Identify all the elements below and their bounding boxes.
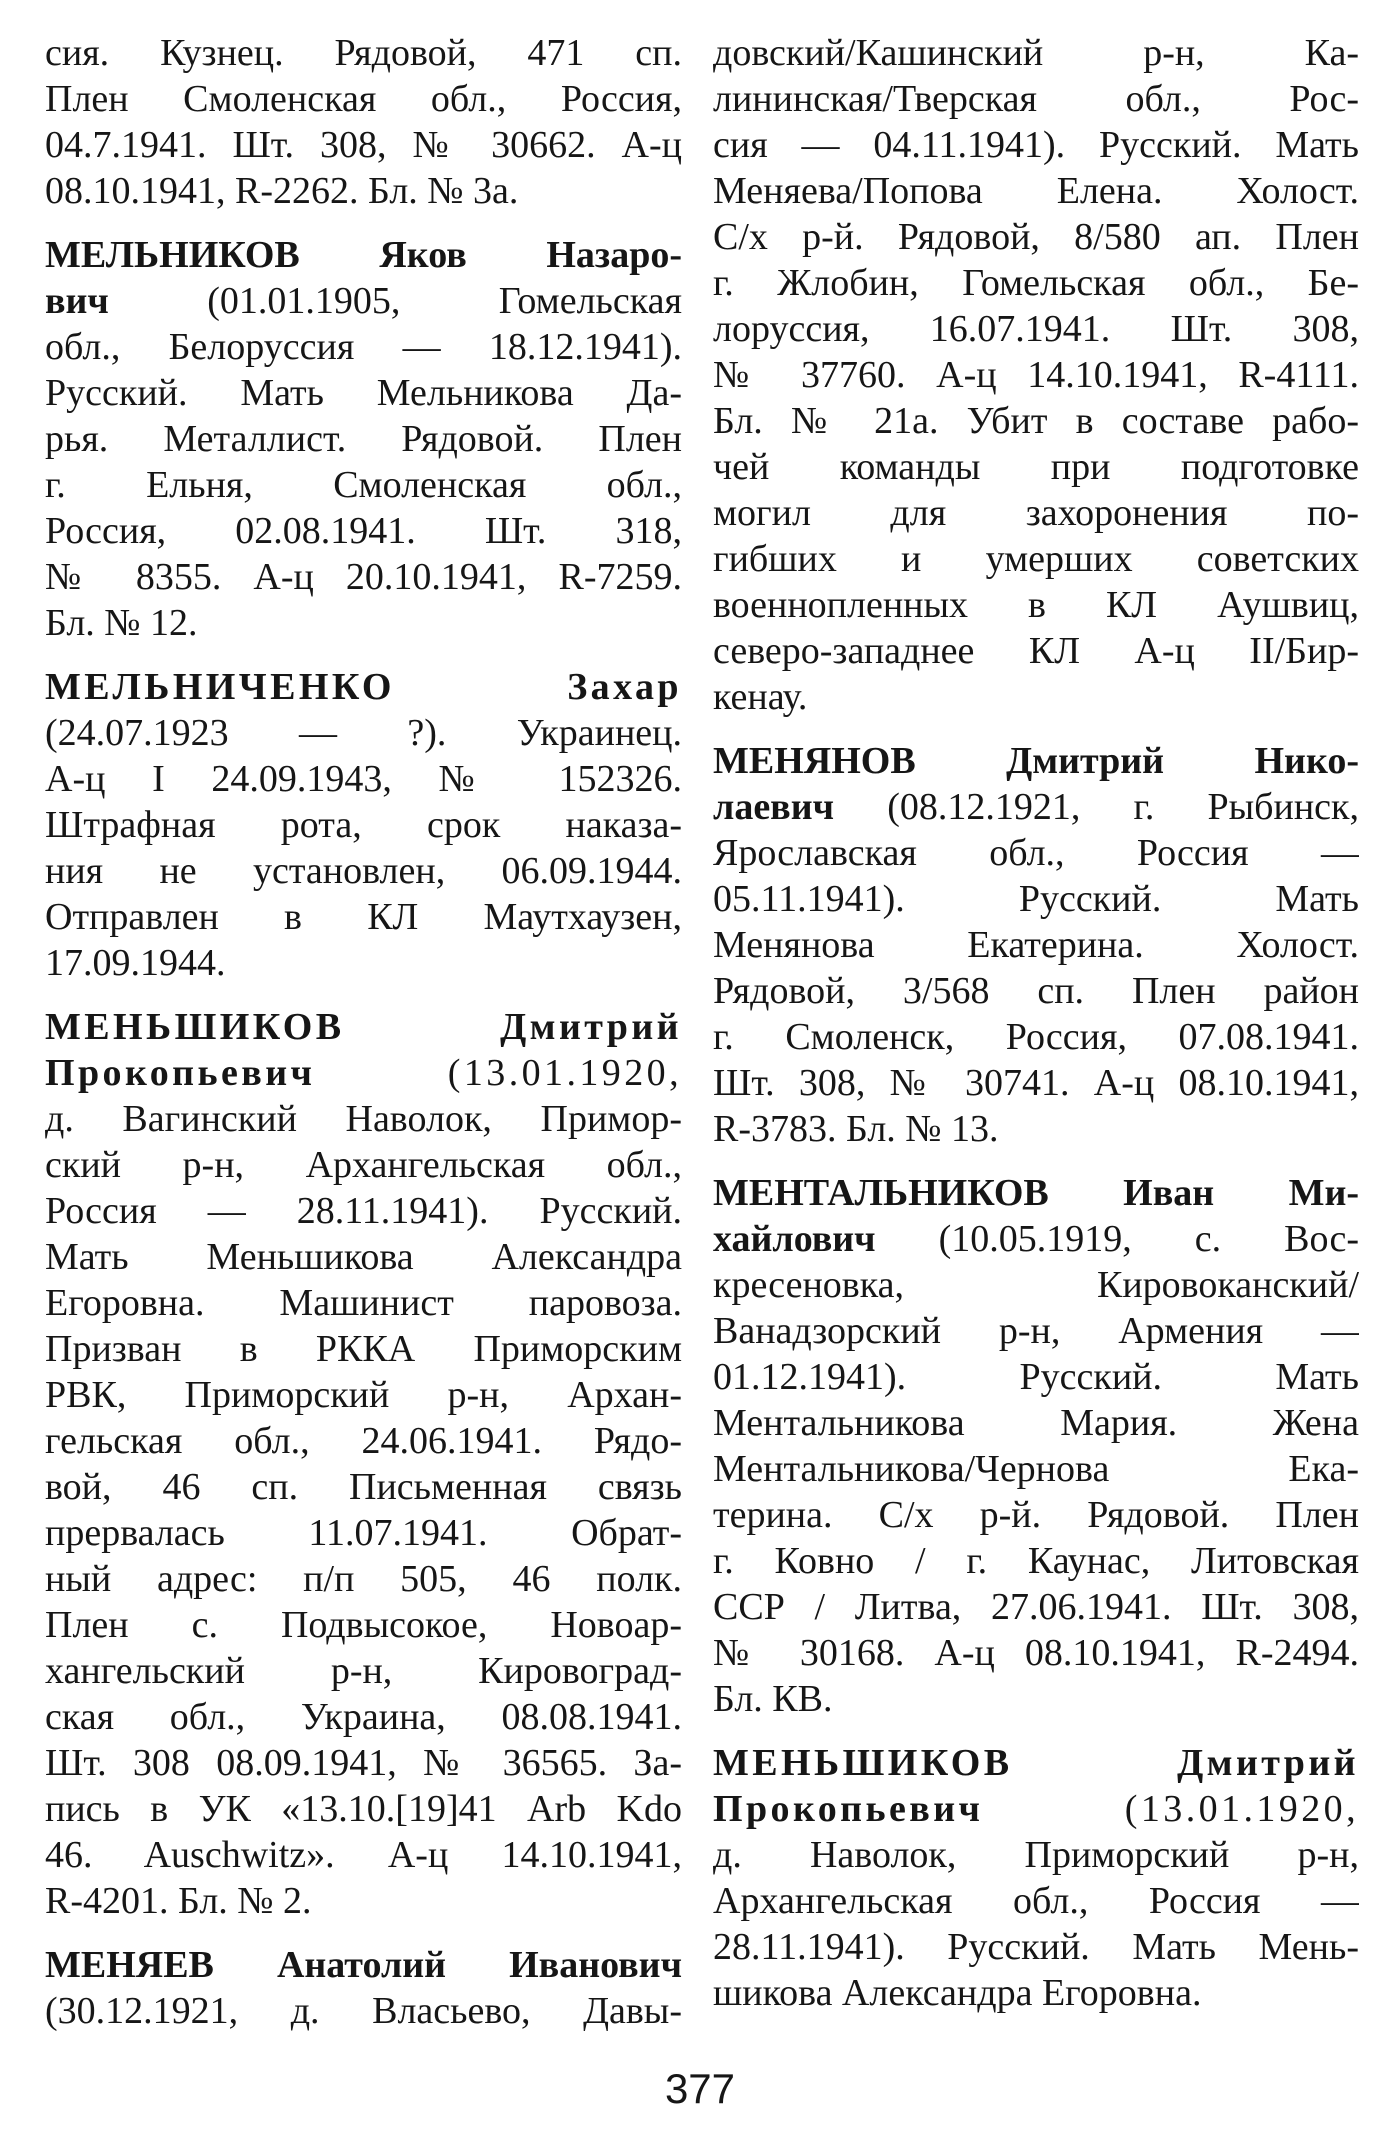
- text-columns: [45, 30, 1359, 2034]
- line-text: Ванадзорский р-н, Армения —: [713, 1310, 1359, 1352]
- text-line: [45, 1050, 682, 1096]
- line-text: г. Ковно / г. Каунас, Литовская: [713, 1540, 1359, 1582]
- line-text: г. Жлобин, Гомельская обл., Бе-: [713, 262, 1359, 304]
- line-text: сия — 04.11.1941). Русский. Мать: [713, 124, 1359, 166]
- text-line: [45, 664, 682, 710]
- text-line: [45, 122, 682, 168]
- text-line: [45, 232, 682, 278]
- text-line: [713, 214, 1359, 260]
- line-text: Россия — 28.11.1941). Русский.: [45, 1190, 682, 1232]
- text-line: [713, 1216, 1359, 1262]
- entry-name-bold: МЕНЯЕВ Анатолий Иванович: [45, 1944, 682, 1986]
- text-line: [713, 830, 1359, 876]
- text-line: [713, 876, 1359, 922]
- text-line: [45, 370, 682, 416]
- text-line: [45, 554, 682, 600]
- line-text: 28.11.1941). Русский. Мать Мень-: [713, 1926, 1359, 1968]
- line-text: Бл. КВ.: [713, 1678, 833, 1720]
- line-text: ный адрес: п/п 505, 46 полк.: [45, 1558, 682, 1600]
- text-line: [713, 444, 1359, 490]
- text-line: [45, 1602, 682, 1648]
- page-number: 377: [664, 2065, 736, 2112]
- text-line: [45, 710, 682, 756]
- line-text: 04.7.1941. Шт. 308, № 30662. А-ц: [45, 124, 682, 166]
- text-line: [713, 674, 1359, 720]
- text-line: [713, 306, 1359, 352]
- line-text: довский/Кашинский р-н, Ка-: [713, 32, 1359, 74]
- text-line: [713, 352, 1359, 398]
- entry-name-bold: вич: [45, 280, 109, 322]
- line-text: Ментальникова Мария. Жена: [713, 1402, 1359, 1444]
- line-text: Архангельская обл., Россия —: [713, 1880, 1359, 1922]
- line-text: сия. Кузнец. Рядовой, 471 сп.: [45, 32, 682, 74]
- line-text: северо-западнее КЛ А-ц II/Бир-: [713, 630, 1359, 672]
- line-text: лоруссия, 16.07.1941. Шт. 308,: [713, 308, 1359, 350]
- text-line: [713, 1170, 1359, 1216]
- line-text: Призван в РККА Приморским: [45, 1328, 682, 1370]
- text-line: [713, 1970, 1359, 2016]
- text-line: [713, 1014, 1359, 1060]
- text-line: [45, 1832, 682, 1878]
- line-text: 17.09.1944.: [45, 942, 226, 984]
- line-text: военнопленных в КЛ Аушвиц,: [713, 584, 1359, 626]
- text-line: [713, 1060, 1359, 1106]
- line-text: 05.11.1941). Русский. Мать: [713, 878, 1359, 920]
- line-text: Плен Смоленская обл., Россия,: [45, 78, 682, 120]
- text-line: [713, 1878, 1359, 1924]
- line-text: обл., Белоруссия — 18.12.1941).: [45, 326, 682, 368]
- line-text: (08.12.1921, г. Рыбинск,: [834, 786, 1359, 828]
- line-text: пись в УК «13.10.[19]41 Arb Kdo: [45, 1788, 682, 1830]
- text-line: [713, 490, 1359, 536]
- text-line: [45, 1740, 682, 1786]
- right-column: [713, 30, 1359, 2034]
- line-text: R-3783. Бл. № 13.: [713, 1108, 999, 1150]
- line-text: 46. Auschwitz». А-ц 14.10.1941,: [45, 1834, 682, 1876]
- entry-name-bold: МЕЛЬНИКОВ Яков Назаро-: [45, 234, 682, 276]
- text-line: [45, 278, 682, 324]
- line-text: д. Наволок, Приморский р-н,: [713, 1834, 1359, 1876]
- text-line: [45, 168, 682, 214]
- text-line: [713, 738, 1359, 784]
- text-line: [713, 536, 1359, 582]
- line-text: Плен с. Подвысокое, Новоар-: [45, 1604, 682, 1646]
- text-line: [45, 1372, 682, 1418]
- line-text: Мать Меньшикова Александра: [45, 1236, 682, 1278]
- text-line: [713, 168, 1359, 214]
- text-line: [45, 1188, 682, 1234]
- line-text: Меняева/Попова Елена. Холост.: [713, 170, 1359, 212]
- text-line: [45, 1004, 682, 1050]
- text-line: [45, 1280, 682, 1326]
- text-line: [45, 1556, 682, 1602]
- line-text: Егоровна. Машинист паровоза.: [45, 1282, 682, 1324]
- text-line: [713, 1400, 1359, 1446]
- text-line: [45, 76, 682, 122]
- line-text: Россия, 02.08.1941. Шт. 318,: [45, 510, 682, 552]
- line-text: ский р-н, Архангельская обл.,: [45, 1144, 682, 1186]
- text-line: [713, 1446, 1359, 1492]
- line-text: г. Ельня, Смоленская обл.,: [45, 464, 682, 506]
- text-line: [45, 894, 682, 940]
- text-line: [713, 1676, 1359, 1722]
- text-line: [45, 1234, 682, 1280]
- text-line: [713, 1106, 1359, 1152]
- line-text: Шт. 308, № 30741. А-ц 08.10.1941,: [713, 1062, 1359, 1104]
- text-line: [713, 1492, 1359, 1538]
- text-line: [45, 1942, 682, 1988]
- text-line: [45, 30, 682, 76]
- text-line: [713, 1354, 1359, 1400]
- text-line: [45, 1096, 682, 1142]
- text-line: [713, 1584, 1359, 1630]
- text-line: [713, 1832, 1359, 1878]
- line-text: могил для захоронения по-: [713, 492, 1359, 534]
- text-line: [45, 1510, 682, 1556]
- line-text: № 37760. А-ц 14.10.1941, R-4111.: [713, 354, 1359, 396]
- line-text: (30.12.1921, д. Власьево, Давы-: [45, 1990, 682, 2032]
- text-line: [45, 1142, 682, 1188]
- entry-name-bold: Прокопьевич: [713, 1788, 984, 1830]
- text-line: [713, 76, 1359, 122]
- entry-name-bold: МЕНЯНОВ Дмитрий Нико-: [713, 740, 1359, 782]
- line-text: РВК, Приморский р-н, Архан-: [45, 1374, 682, 1416]
- text-line: [713, 1740, 1359, 1786]
- entry-name-bold: МЕНТАЛЬНИКОВ Иван Ми-: [713, 1172, 1359, 1214]
- line-text: С/х р-й. Рядовой, 8/580 ап. Плен: [713, 216, 1359, 258]
- text-line: [713, 1924, 1359, 1970]
- line-text: Ярославская обл., Россия —: [713, 832, 1359, 874]
- line-text: кресеновка, Кировоканский/: [713, 1264, 1359, 1306]
- text-line: [45, 1418, 682, 1464]
- left-column: [45, 30, 682, 2034]
- text-line: [45, 756, 682, 802]
- line-text: Бл. № 12.: [45, 602, 198, 644]
- line-text: ская обл., Украина, 08.08.1941.: [45, 1696, 682, 1738]
- line-text: (24.07.1923 — ?). Украинец.: [45, 712, 682, 754]
- text-line: [713, 582, 1359, 628]
- text-line: [45, 508, 682, 554]
- line-text: ния не установлен, 06.09.1944.: [45, 850, 682, 892]
- text-line: [713, 1262, 1359, 1308]
- line-text: 01.12.1941). Русский. Мать: [713, 1356, 1359, 1398]
- line-text: кенау.: [713, 676, 808, 718]
- line-text: № 8355. А-ц 20.10.1941, R-7259.: [45, 556, 682, 598]
- line-text: терина. С/х р-й. Рядовой. Плен: [713, 1494, 1359, 1536]
- text-line: [45, 416, 682, 462]
- line-text: Бл. № 21а. Убит в составе рабо-: [713, 400, 1359, 442]
- line-text: (13.01.1920,: [315, 1052, 682, 1094]
- entry-name-bold: МЕНЬШИКОВ Дмитрий: [713, 1742, 1359, 1784]
- line-text: Отправлен в КЛ Маутхаузен,: [45, 896, 682, 938]
- text-line: [713, 1786, 1359, 1832]
- text-line: [45, 848, 682, 894]
- line-text: шикова Александра Егоровна.: [713, 1972, 1202, 2014]
- line-text: А-ц I 24.09.1943, № 152326.: [45, 758, 682, 800]
- line-text: Менянова Екатерина. Холост.: [713, 924, 1359, 966]
- line-text: г. Смоленск, Россия, 07.08.1941.: [713, 1016, 1359, 1058]
- line-text: лининская/Тверская обл., Рос-: [713, 78, 1359, 120]
- line-text: рья. Металлист. Рядовой. Плен: [45, 418, 682, 460]
- line-text: Русский. Мать Мельникова Да-: [45, 372, 682, 414]
- text-line: [713, 260, 1359, 306]
- text-line: [45, 940, 682, 986]
- text-line: [713, 1630, 1359, 1676]
- text-line: [713, 398, 1359, 444]
- text-line: [713, 122, 1359, 168]
- line-text: (01.01.1905, Гомельская: [108, 280, 682, 322]
- text-line: [45, 1464, 682, 1510]
- text-line: [713, 968, 1359, 1014]
- line-text: хангельский р-н, Кировоград-: [45, 1650, 682, 1692]
- entry-name-bold: лаевич: [713, 786, 835, 828]
- text-line: [45, 462, 682, 508]
- entry-name-bold: МЕЛЬНИЧЕНКО Захар: [45, 666, 682, 708]
- line-text: 08.10.1941, R-2262. Бл. № 3а.: [45, 170, 519, 212]
- text-line: [45, 1694, 682, 1740]
- text-line: [713, 1308, 1359, 1354]
- text-line: [45, 600, 682, 646]
- line-text: (13.01.1920,: [983, 1788, 1359, 1830]
- text-line: [45, 1786, 682, 1832]
- line-text: вой, 46 сп. Письменная связь: [45, 1466, 682, 1508]
- entry-name-bold: Прокопьевич: [45, 1052, 316, 1094]
- line-text: Ментальникова/Чернова Ека-: [713, 1448, 1359, 1490]
- text-line: [713, 922, 1359, 968]
- line-text: гельская обл., 24.06.1941. Рядо-: [45, 1420, 682, 1462]
- entry-name-bold: МЕНЬШИКОВ Дмитрий: [45, 1006, 682, 1048]
- line-text: R-4201. Бл. № 2.: [45, 1880, 312, 1922]
- line-text: Рядовой, 3/568 сп. Плен район: [713, 970, 1359, 1012]
- line-text: ССР / Литва, 27.06.1941. Шт. 308,: [713, 1586, 1359, 1628]
- text-line: [45, 1326, 682, 1372]
- entry-name-bold: хайлович: [713, 1218, 876, 1260]
- line-text: (10.05.1919, с. Вос-: [875, 1218, 1359, 1260]
- text-line: [45, 802, 682, 848]
- text-line: [713, 784, 1359, 830]
- line-text: чей команды при подготовке: [713, 446, 1359, 488]
- text-line: [713, 30, 1359, 76]
- line-text: гибших и умерших советских: [713, 538, 1359, 580]
- text-line: [45, 1878, 682, 1924]
- text-line: [45, 1988, 682, 2034]
- line-text: д. Вагинский Наволок, Примор-: [45, 1098, 682, 1140]
- text-line: [713, 1538, 1359, 1584]
- line-text: прервалась 11.07.1941. Обрат-: [45, 1512, 682, 1554]
- text-line: [45, 324, 682, 370]
- line-text: № 30168. А-ц 08.10.1941, R-2494.: [713, 1632, 1359, 1674]
- line-text: Штрафная рота, срок наказа-: [45, 804, 682, 846]
- text-line: [45, 1648, 682, 1694]
- text-line: [713, 628, 1359, 674]
- line-text: Шт. 308 08.09.1941, № 36565. За-: [45, 1742, 682, 1784]
